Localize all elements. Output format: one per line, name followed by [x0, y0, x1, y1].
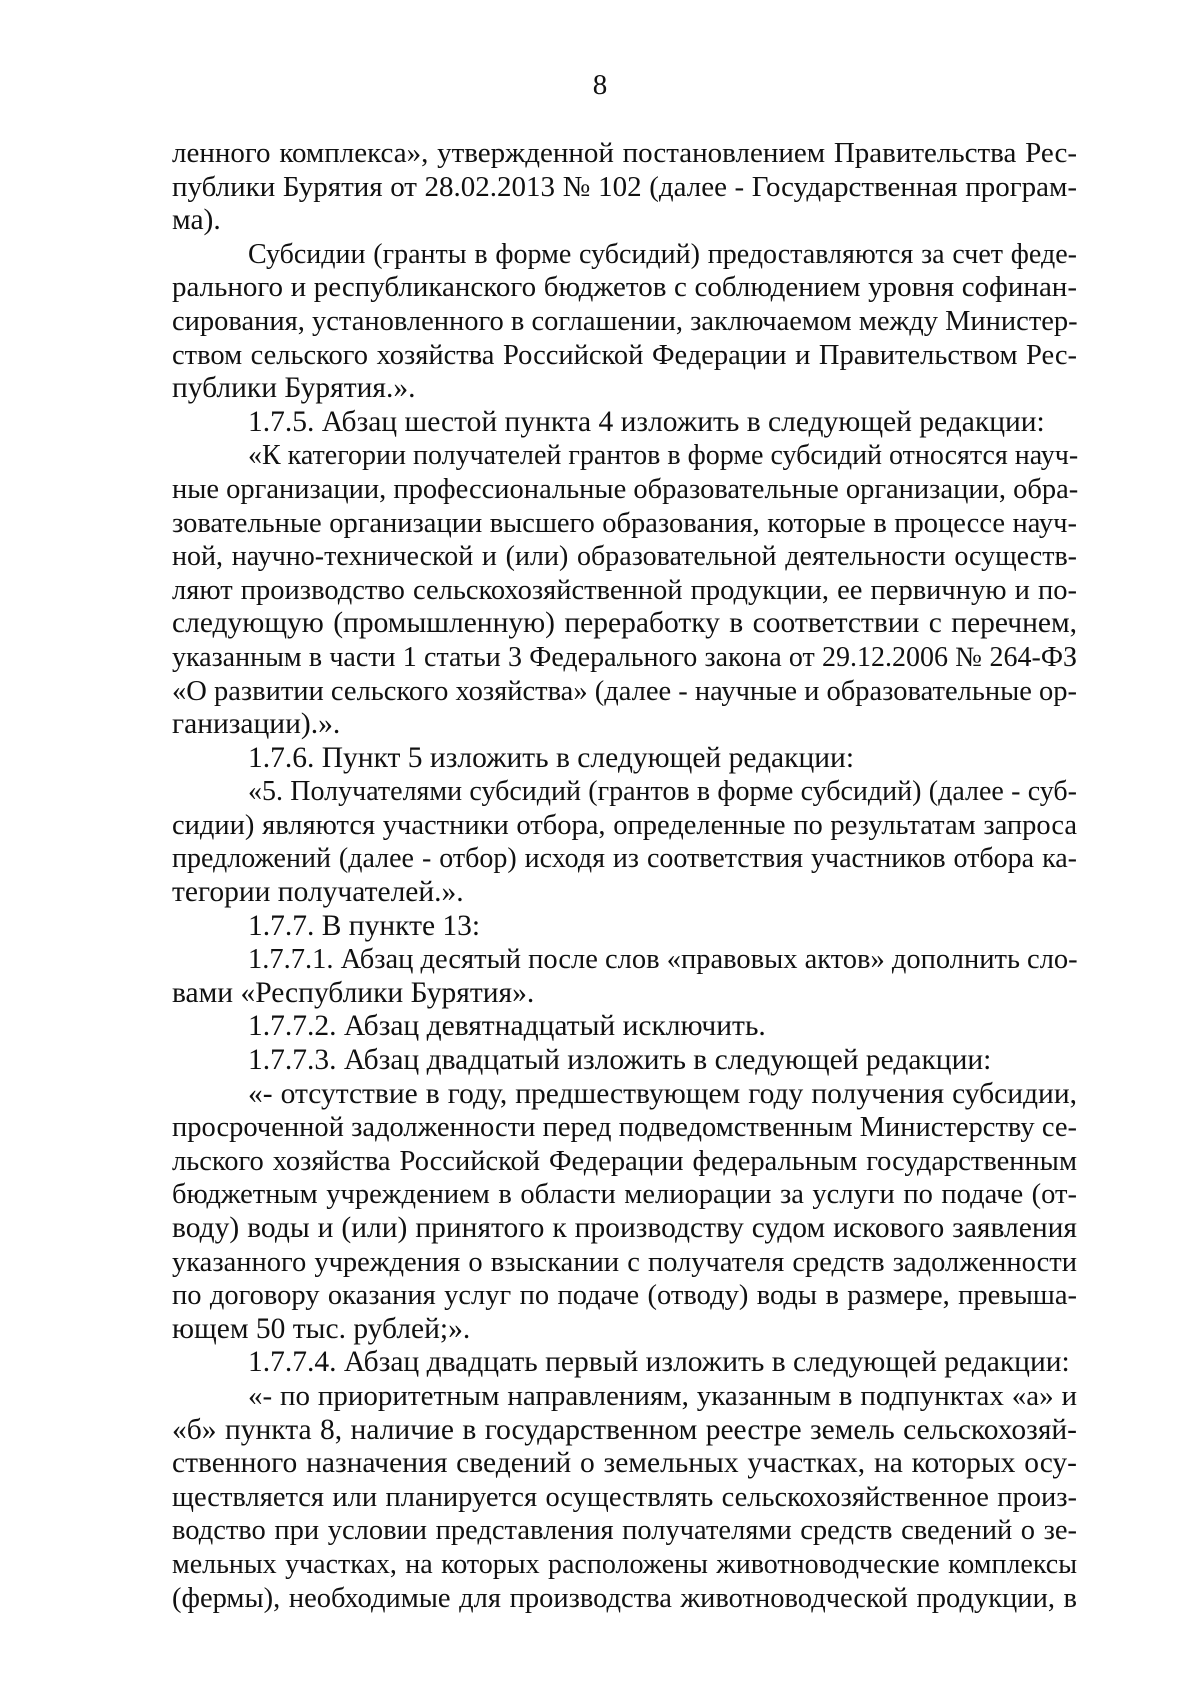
- text-line: 1.7.5. Абзац шестой пункта 4 изложить в следующей редакции:: [248, 405, 1045, 438]
- text-line: предложений (далее - отбор) исходя из соответствия участников отбора ка-: [172, 843, 1077, 875]
- text-line: ством сельского хозяйства Российской Федерации и Правительством Рес-: [172, 339, 1077, 371]
- text-line: ляют производство сельскохозяйственной продукции, ее первичную и по-: [172, 574, 1077, 606]
- text-line: 1.7.7. В пункте 13:: [248, 909, 481, 942]
- text-line: зовательные организации высшего образования, которые в процессе науч-: [172, 507, 1077, 539]
- text-line: вами «Республики Бурятия».: [172, 976, 535, 1009]
- text-line: ной, научно-технической и (или) образовательной деятельности осуществ-: [172, 541, 1077, 573]
- text-line: бюджетным учреждением в области мелиорации за услуги по подаче (от-: [172, 1179, 1077, 1211]
- text-line: указанным в части 1 статьи 3 Федерального закона от 29.12.2006 № 264-ФЗ: [172, 641, 1077, 673]
- text-line: следующую (промышленную) переработку в соответствии с перечнем,: [172, 607, 1077, 640]
- text-line: 1.7.7.1. Абзац десятый после слов «правовых актов» дополнить сло-: [248, 944, 1078, 976]
- text-line: «- отсутствие в году, предшествующем году получения субсидии,: [248, 1077, 1077, 1110]
- text-line: по договору оказания услуг по подаче (отводу) воды в размере, превыша-: [172, 1280, 1077, 1312]
- text-line: указанного учреждения о взыскании с получателя средств задолженности: [172, 1246, 1077, 1278]
- text-line: публики Бурятия от 28.02.2013 № 102 (далее - Государственная програм-: [172, 170, 1077, 203]
- text-line: льского хозяйства Российской Федерации федеральным государственным: [172, 1145, 1077, 1177]
- document-body: [172, 137, 1077, 1615]
- text-line: воду) воды и (или) принятого к производству судом искового заявления: [172, 1212, 1077, 1244]
- text-line: ленного комплекса», утвержденной постановлением Правительства Рес-: [172, 137, 1077, 169]
- text-line: рального и республиканского бюджетов с соблюдением уровня софинан-: [172, 271, 1077, 304]
- text-line: 1.7.6. Пункт 5 изложить в следующей редакции:: [248, 741, 855, 774]
- text-line: ществляется или планируется осуществлять сельскохозяйственное произ-: [172, 1481, 1077, 1513]
- text-line: «К категории получателей грантов в форме субсидий относятся науч-: [248, 440, 1079, 472]
- text-line: сидии) являются участники отбора, определенные по результатам запроса: [172, 809, 1077, 841]
- text-line: ющем 50 тыс. рублей;».: [172, 1312, 471, 1345]
- text-line: ные организации, профессиональные образовательные организации, обра-: [172, 473, 1079, 505]
- text-line: 1.7.7.2. Абзац девятнадцатый исключить.: [248, 1010, 766, 1043]
- text-line: 1.7.7.3. Абзац двадцатый изложить в следующей редакции:: [248, 1044, 992, 1077]
- text-line: 1.7.7.4. Абзац двадцать первый изложить в следующей редакции:: [248, 1346, 1070, 1379]
- page-number: 8: [592, 69, 608, 101]
- text-line: «5. Получателями субсидий (грантов в форме субсидий) (далее - суб-: [248, 776, 1077, 808]
- text-line: просроченной задолженности перед подведомственным Министерству се-: [172, 1112, 1077, 1144]
- text-line: публики Бурятия.».: [172, 372, 416, 405]
- text-line: «б» пункта 8, наличие в государственном реестре земель сельскохозяй-: [172, 1413, 1077, 1446]
- text-line: ственного назначения сведений о земельных участках, на которых осу-: [172, 1447, 1077, 1480]
- text-line: мельных участках, на которых расположены животноводческие комплексы: [172, 1548, 1077, 1580]
- text-line: сирования, установленного в соглашении, заключаемом между Министер-: [172, 305, 1078, 337]
- text-line: тегории получателей.».: [172, 876, 464, 909]
- text-line: «- по приоритетным направлениям, указанным в подпунктах «а» и: [248, 1379, 1077, 1412]
- text-line: ганизации).».: [172, 708, 341, 741]
- text-line: «О развитии сельского хозяйства» (далее - научные и образовательные ор-: [172, 675, 1077, 707]
- text-line: Субсидии (гранты в форме субсидий) предоставляются за счет феде-: [248, 238, 1077, 270]
- text-line: (фермы), необходимые для производства животноводческой продукции, в: [172, 1582, 1077, 1614]
- text-line: водство при условии представления получателями средств сведений о зе-: [172, 1515, 1077, 1547]
- text-line: ма).: [172, 204, 221, 237]
